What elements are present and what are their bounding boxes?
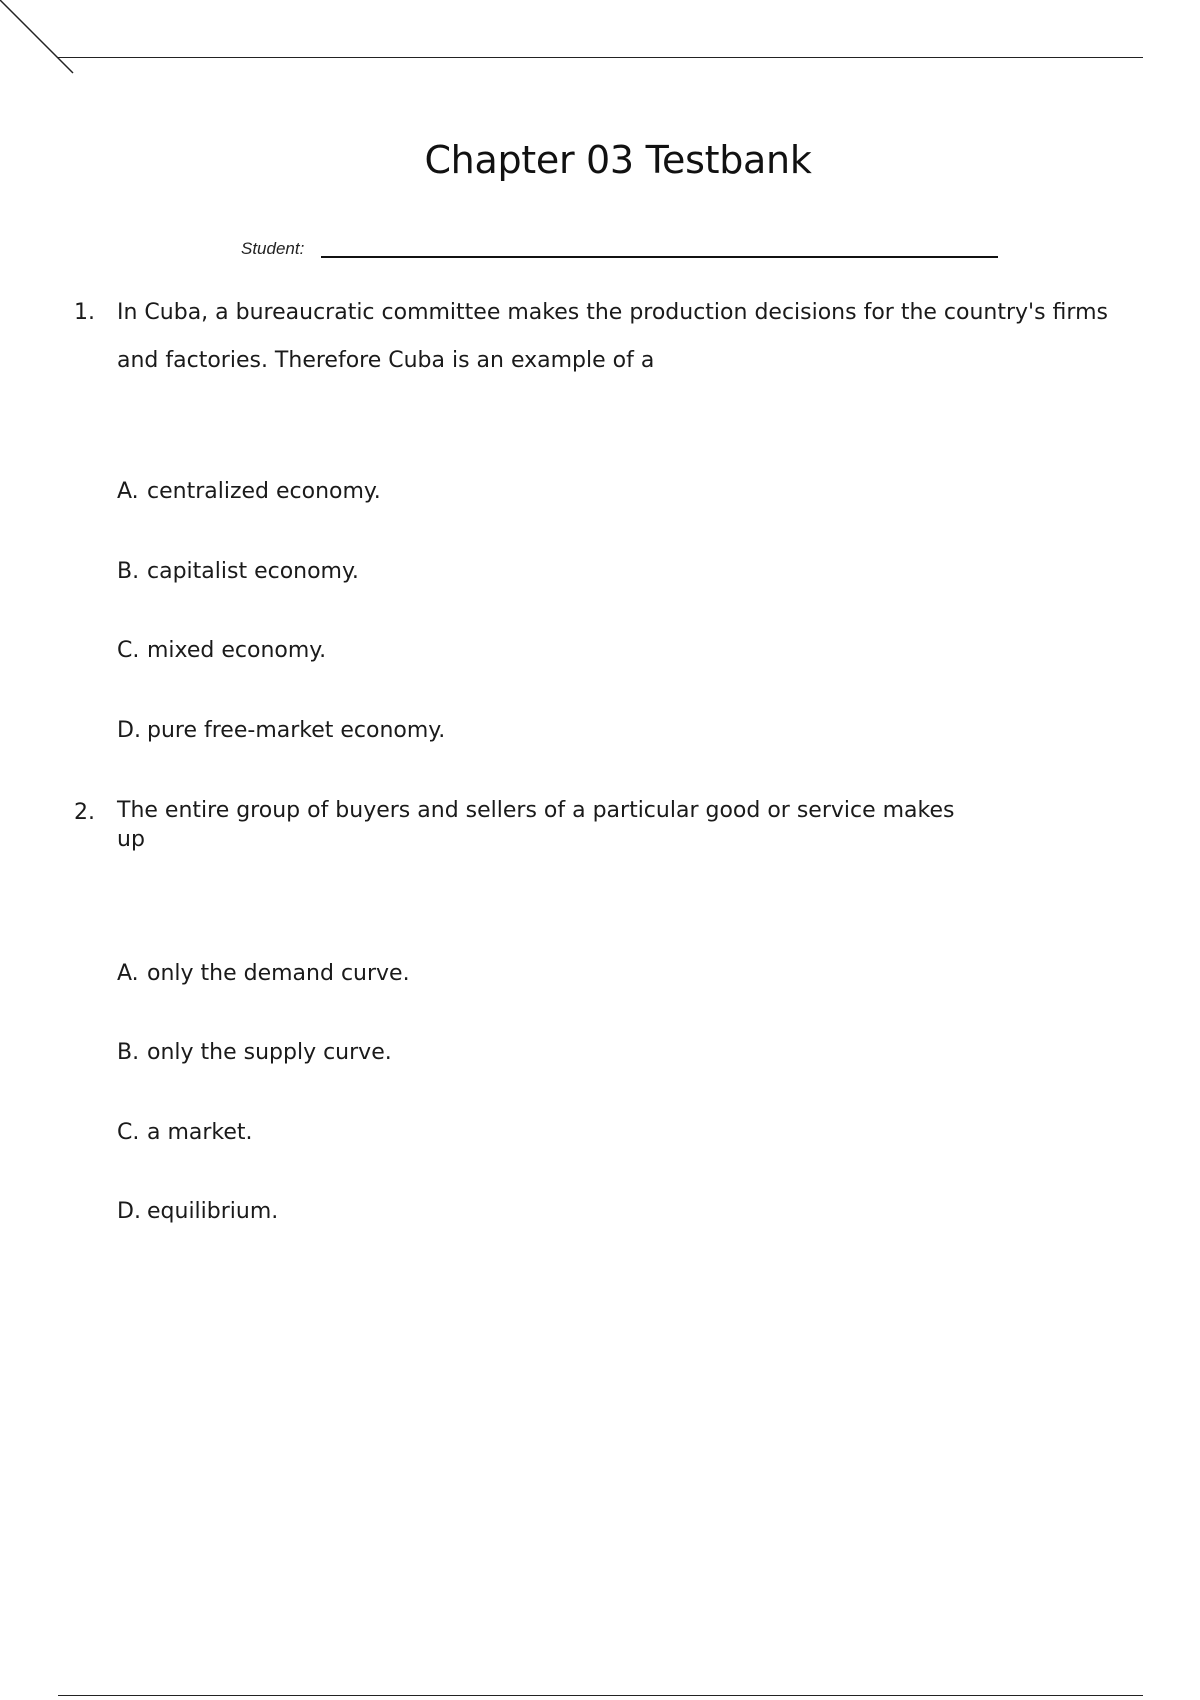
answer-option-b <box>117 1040 392 1065</box>
option-text: equilibrium. <box>147 1199 279 1224</box>
option-letter: A. <box>117 961 139 986</box>
option-text: only the supply curve. <box>147 1040 392 1065</box>
option-text: capitalist economy. <box>147 559 359 584</box>
option-letter: D. <box>117 1199 141 1224</box>
question-number: 1. <box>74 300 95 325</box>
answer-option-a <box>117 479 381 504</box>
option-text: mixed economy. <box>147 638 327 663</box>
answer-option-d <box>117 1199 278 1224</box>
page-title: Chapter 03 Testbank <box>424 138 812 182</box>
bottom-rule <box>58 1695 1143 1696</box>
option-letter: D. <box>117 718 141 743</box>
option-letter: B. <box>117 1040 140 1065</box>
answer-option-c <box>117 1120 253 1145</box>
answer-option-d <box>117 718 445 743</box>
option-letter: B. <box>117 559 140 584</box>
option-text: pure free-market economy. <box>147 718 446 743</box>
answer-option-c <box>117 638 326 663</box>
corner-fold-line <box>0 0 80 80</box>
option-text: centralized economy. <box>147 479 381 504</box>
option-text: a market. <box>147 1120 253 1145</box>
top-rule <box>58 57 1143 58</box>
option-letter: A. <box>117 479 139 504</box>
question-text: In Cuba, a bureaucratic committee makes the production decisions for the country's firms and factories. Therefore Cuba is an example of a <box>117 300 1108 373</box>
question-text: The entire group of buyers and sellers of a particular good or service makes up <box>117 798 955 852</box>
student-name-line <box>321 256 998 258</box>
option-letter: C. <box>117 1120 140 1145</box>
answer-option-a <box>117 961 410 986</box>
option-text: only the demand curve. <box>147 961 410 986</box>
option-letter: C. <box>117 638 140 663</box>
answer-option-b <box>117 559 359 584</box>
student-name-row <box>241 236 1001 266</box>
student-label: Student: <box>241 239 305 258</box>
question-number: 2. <box>74 800 95 825</box>
